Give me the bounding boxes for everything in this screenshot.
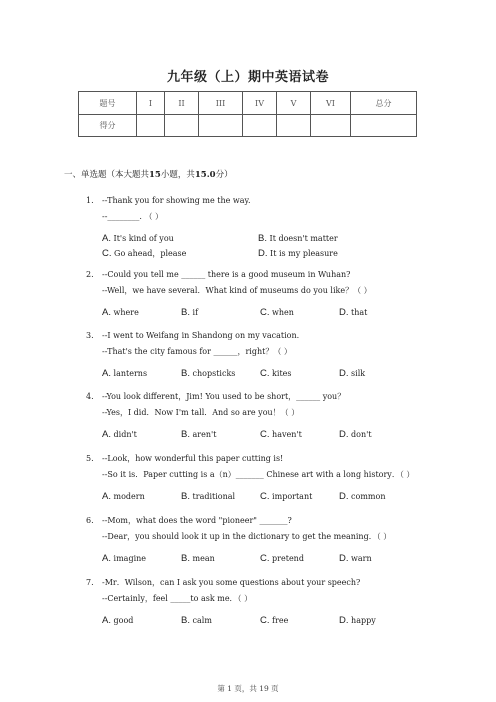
option-text: modern — [113, 492, 145, 501]
score-cell-header: I — [137, 92, 165, 115]
answer-option[interactable] — [102, 551, 146, 567]
question-prompt: --Mom，what does the word "pioneer" _______? — [102, 516, 292, 525]
answer-option[interactable] — [181, 613, 212, 629]
option-letter: A. — [102, 233, 111, 244]
question-number: 1. — [86, 196, 94, 205]
question-number: 6. — [86, 516, 94, 525]
option-text: where — [113, 308, 139, 317]
option-text: aren't — [192, 430, 217, 439]
option-text: imagine — [113, 554, 147, 563]
answer-option[interactable] — [260, 305, 294, 321]
option-text: haven't — [272, 430, 302, 439]
question-number: 2. — [86, 270, 94, 279]
option-letter: B. — [258, 233, 267, 244]
option-text: It doesn't matter — [269, 234, 338, 243]
question-response: --________. （ ） — [102, 212, 164, 221]
option-text: that — [351, 308, 368, 317]
question-number: 4. — [86, 392, 94, 401]
option-text: free — [272, 616, 289, 625]
question-response: --So it is．Paper cutting is a（n）_______ Chinese art with a long history．（ ） — [102, 470, 415, 479]
option-text: didn't — [113, 430, 137, 439]
answer-option[interactable] — [181, 427, 216, 443]
question-prompt: --You look different，Jim! You used to be short，______ you？ — [102, 392, 346, 401]
option-letter: A. — [102, 368, 111, 379]
answer-option[interactable] — [260, 551, 304, 567]
option-text: don't — [351, 430, 372, 439]
question-response: --Yes，I did．Now I'm tall．And so are you！（ ） — [102, 408, 300, 417]
option-text: lanterns — [113, 369, 148, 378]
option-text: warn — [351, 554, 372, 563]
score-cell-header: IV — [243, 92, 277, 115]
answer-option[interactable] — [102, 305, 139, 321]
option-text: when — [272, 308, 294, 317]
answer-option[interactable] — [102, 489, 145, 505]
option-letter: C. — [260, 307, 270, 318]
question-response: --Dear，you should look it up in the dictionary to get the meaning．（ ） — [102, 532, 392, 541]
score-cell-header: 总分 — [351, 92, 417, 115]
answer-option[interactable] — [258, 246, 338, 262]
question-response: --Well，we have several．What kind of museums do you like？（ ） — [102, 286, 372, 295]
score-cell-header: V — [277, 92, 311, 115]
question-item — [86, 328, 426, 384]
score-cell-header: III — [199, 92, 243, 115]
option-letter: A. — [102, 429, 111, 440]
answer-option[interactable] — [102, 246, 186, 262]
score-cell-header: 题号 — [79, 92, 137, 115]
option-letter: C. — [260, 491, 270, 502]
answer-option[interactable] — [181, 551, 215, 567]
option-text: pretend — [272, 554, 304, 563]
score-cell-empty — [243, 115, 277, 137]
question-prompt: -Mr．Wilson，can I ask you some questions about your speech? — [102, 578, 361, 587]
question-prompt: --I went to Weifang in Shandong on my vacation. — [102, 331, 300, 340]
question-item — [86, 513, 426, 569]
option-letter: C. — [260, 368, 270, 379]
answer-option[interactable] — [260, 366, 292, 382]
score-cell-empty — [311, 115, 351, 137]
option-text: It's kind of you — [113, 234, 174, 243]
option-letter: D. — [339, 307, 349, 318]
option-letter: C. — [260, 553, 270, 564]
score-table-header-row — [79, 92, 417, 115]
answer-option[interactable] — [181, 366, 235, 382]
option-text: mean — [192, 554, 215, 563]
question-prompt: --Could you tell me ______ there is a good museum in Wuhan? — [102, 270, 351, 279]
option-letter: B. — [181, 615, 190, 626]
option-letter: A. — [102, 491, 111, 502]
answer-option[interactable] — [102, 366, 147, 382]
question-item — [86, 575, 426, 631]
answer-option[interactable] — [102, 231, 174, 247]
option-letter: A. — [102, 553, 111, 564]
question-number: 5. — [86, 454, 94, 463]
question-prompt: --Thank you for showing me the way. — [102, 196, 251, 205]
option-text: silk — [351, 369, 366, 378]
question-response: --Certainly，feel _____to ask me．（ ） — [102, 594, 253, 603]
question-prompt: --Look，how wonderful this paper cutting is! — [102, 454, 284, 463]
question-number: 7. — [86, 578, 94, 587]
score-cell-empty — [137, 115, 165, 137]
option-text: common — [351, 492, 386, 501]
answer-option[interactable] — [102, 427, 137, 443]
answer-option[interactable] — [339, 551, 372, 567]
option-letter: B. — [181, 307, 190, 318]
option-text: calm — [192, 616, 212, 625]
question-item — [86, 193, 426, 263]
option-text: chopsticks — [192, 369, 236, 378]
option-letter: A. — [102, 307, 111, 318]
score-cell-header: VI — [311, 92, 351, 115]
score-cell-empty — [277, 115, 311, 137]
answer-option[interactable] — [260, 613, 288, 629]
option-letter: C. — [260, 429, 270, 440]
option-text: kites — [272, 369, 292, 378]
option-letter: D. — [258, 248, 268, 259]
answer-option[interactable] — [339, 366, 365, 382]
option-text: It is my pleasure — [270, 249, 338, 258]
option-text: good — [113, 616, 134, 625]
option-letter: B. — [181, 491, 190, 502]
option-letter: D. — [339, 615, 349, 626]
answer-option[interactable] — [102, 613, 133, 629]
answer-option[interactable] — [339, 305, 367, 321]
option-text: happy — [351, 616, 376, 625]
option-letter: D. — [339, 553, 349, 564]
option-letter: B. — [181, 368, 190, 379]
score-cell-empty — [351, 115, 417, 137]
option-letter: B. — [181, 553, 190, 564]
option-text: traditional — [192, 492, 236, 501]
question-number: 3. — [86, 331, 94, 340]
section-heading: 一、单选题（本大题共15小题，共15.0分） — [64, 170, 233, 180]
answer-option[interactable] — [339, 613, 376, 629]
answer-option[interactable] — [260, 427, 302, 443]
option-letter: D. — [339, 368, 349, 379]
option-text: important — [272, 492, 313, 501]
page-title: 九年级（上）期中英语试卷 — [166, 70, 329, 85]
answer-option[interactable] — [258, 231, 338, 247]
score-cell-empty — [165, 115, 199, 137]
answer-option[interactable] — [260, 489, 312, 505]
option-letter: D. — [339, 429, 349, 440]
score-cell-empty — [199, 115, 243, 137]
question-item — [86, 451, 426, 507]
option-text: if — [192, 308, 199, 317]
option-text: Go ahead，please — [114, 249, 187, 258]
page-footer: 第 1 页，共 19 页 — [217, 684, 279, 693]
score-table — [78, 91, 417, 137]
answer-option[interactable] — [181, 305, 198, 321]
score-cell-label: 得分 — [79, 115, 137, 137]
answer-option[interactable] — [339, 427, 372, 443]
question-response: --That's the city famous for ______，right？（ ） — [102, 347, 292, 356]
score-cell-header: II — [165, 92, 199, 115]
question-item — [86, 389, 426, 445]
question-item — [86, 267, 426, 323]
score-table-score-row — [79, 115, 417, 137]
answer-option[interactable] — [339, 489, 385, 505]
option-letter: C. — [102, 248, 112, 259]
option-letter: A. — [102, 615, 111, 626]
option-letter: D. — [339, 491, 349, 502]
option-letter: B. — [181, 429, 190, 440]
option-letter: C. — [260, 615, 270, 626]
answer-option[interactable] — [181, 489, 235, 505]
